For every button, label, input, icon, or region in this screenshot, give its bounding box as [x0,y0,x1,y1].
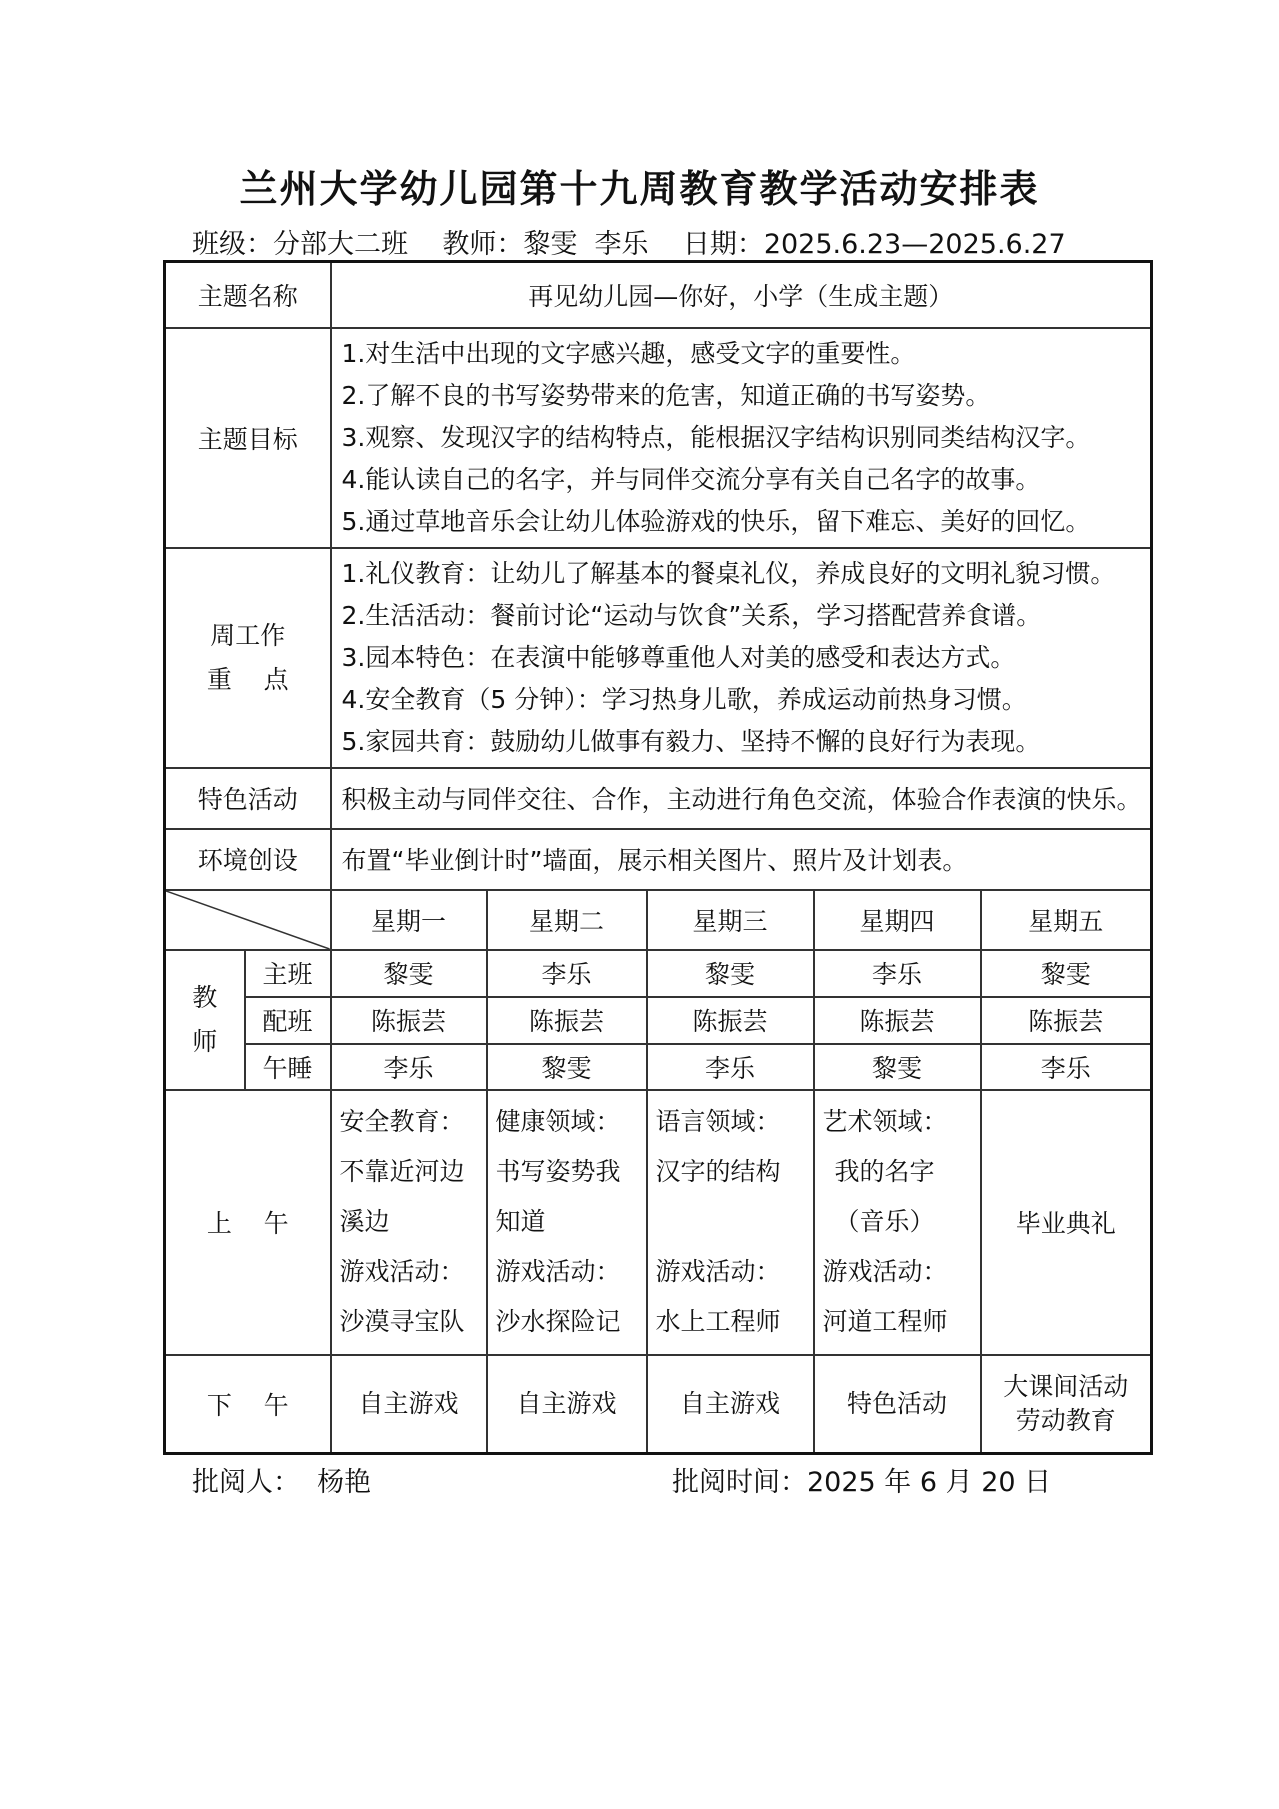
assistant-label: 配班 [245,997,331,1044]
week-focus-item: 5.家园共育：鼓励幼儿做事有毅力、坚持不懈的良好行为表现。 [341,726,1041,756]
morning-cell-fri: 毕业典礼 [981,1090,1152,1355]
morning-label: 上 午 [165,1090,331,1355]
day-header: 星期三 [647,890,814,950]
activity-line: 知道 [495,1207,546,1236]
activity-line: 健康领域： [495,1107,621,1136]
theme-goal-item: 3.观察、发现汉字的结构特点，能根据汉字结构识别同类结构汉字。 [341,422,1091,452]
theme-goal-item: 4.能认读自己的名字，并与同伴交流分享有关自己名字的故事。 [341,464,1041,494]
activity-line: 沙漠寻宝队 [339,1307,465,1336]
activity-line: 我的名字 [834,1157,935,1186]
week-focus-item: 2.生活活动：餐前讨论“运动与饮食”关系，学习搭配营养食谱。 [341,600,1042,630]
nap-cell: 黎雯 [814,1044,981,1090]
class-info: 班级：分部大二班 教师：黎雯 李乐 日期：2025.6.23—2025.6.27 [192,229,1066,260]
teacher-label-line: 教 [192,982,218,1012]
assistant-cell: 陈振芸 [647,997,814,1044]
reviewer: 批阅人： 杨艳 [192,1467,372,1498]
environment-value: 布置“毕业倒计时”墙面，展示相关图片、照片及计划表。 [331,829,1152,890]
day-header: 星期一 [331,890,487,950]
morning-cell-thu [814,1090,981,1355]
diagonal-line [166,891,330,949]
afternoon-cell-fri [981,1355,1152,1454]
assistant-cell: 陈振芸 [487,997,647,1044]
nap-label: 午睡 [245,1044,331,1090]
schedule-table [163,260,1153,1455]
afternoon-cell-tue: 自主游戏 [487,1355,647,1454]
activity-line: 劳动教育 [1015,1405,1116,1435]
week-focus-label-line: 周工作 [210,620,286,650]
diagonal-header-cell [165,890,331,950]
morning-cell-mon [331,1090,487,1355]
week-focus-list [331,548,1152,768]
nap-cell: 李乐 [981,1044,1152,1090]
activity-line: 大课间活动 [1003,1371,1129,1401]
main-teacher-cell: 李乐 [814,950,981,997]
activity-line: 语言领域： [655,1107,781,1136]
page-title: 兰州大学幼儿园第十九周教育教学活动安排表 [239,167,1040,211]
day-header: 星期四 [814,890,981,950]
morning-cell-wed [647,1090,814,1355]
nap-cell: 黎雯 [487,1044,647,1090]
activity-line: 游戏活动： [495,1257,621,1286]
main-teacher-label: 主班 [245,950,331,997]
week-focus-item: 1.礼仪教育：让幼儿了解基本的餐桌礼仪，养成良好的文明礼貌习惯。 [341,558,1116,588]
activity-line [656,1197,805,1247]
assistant-cell: 陈振芸 [814,997,981,1044]
activity-line: 溪边 [339,1207,390,1236]
theme-goals-label: 主题目标 [165,328,331,548]
activity-line: （音乐） [834,1207,935,1236]
activity-line: 书写姿势我 [495,1157,621,1186]
activity-line: 水上工程师 [655,1307,781,1336]
activity-line: 艺术领域： [822,1107,948,1136]
day-header: 星期二 [487,890,647,950]
main-teacher-cell: 黎雯 [331,950,487,997]
days-header-row [165,890,1152,950]
special-activity-label: 特色活动 [165,768,331,829]
main-teacher-cell: 李乐 [487,950,647,997]
day-header: 星期五 [981,890,1152,950]
activity-line: 游戏活动： [339,1257,465,1286]
review-time: 批阅时间：2025 年 6 月 20 日 [672,1467,1052,1498]
afternoon-cell-mon: 自主游戏 [331,1355,487,1454]
theme-name-label: 主题名称 [165,262,331,328]
assistant-row [165,997,1152,1044]
week-focus-label [165,548,331,768]
main-teacher-row [165,950,1152,997]
activity-line: 游戏活动： [655,1257,781,1286]
main-teacher-cell: 黎雯 [647,950,814,997]
theme-goal-item: 2.了解不良的书写姿势带来的危害，知道正确的书写姿势。 [341,380,991,410]
nap-row [165,1044,1152,1090]
main-teacher-cell: 黎雯 [981,950,1152,997]
afternoon-cell-thu: 特色活动 [814,1355,981,1454]
activity-line: 游戏活动： [822,1257,948,1286]
theme-name-row [165,262,1152,328]
activity-line: 安全教育： [339,1107,465,1136]
nap-cell: 李乐 [331,1044,487,1090]
activity-line: 汉字的结构 [655,1157,781,1186]
activity-line: 沙水探险记 [495,1307,621,1336]
week-focus-item: 4.安全教育（5 分钟）：学习热身儿歌，养成运动前热身习惯。 [341,684,1027,714]
assistant-cell: 陈振芸 [331,997,487,1044]
environment-row [165,829,1152,890]
special-activity-value: 积极主动与同伴交往、合作，主动进行角色交流，体验合作表演的快乐。 [331,768,1152,829]
environment-label: 环境创设 [165,829,331,890]
theme-goal-item: 1.对生活中出现的文字感兴趣，感受文字的重要性。 [341,338,916,368]
teacher-label-line: 师 [192,1026,218,1056]
morning-cell-tue [487,1090,647,1355]
week-focus-label-line: 重 点 [206,664,289,694]
teacher-label [165,950,245,1090]
theme-goal-item: 5.通过草地音乐会让幼儿体验游戏的快乐，留下难忘、美好的回忆。 [341,506,1091,536]
nap-cell: 李乐 [647,1044,814,1090]
special-activity-row [165,768,1152,829]
afternoon-label: 下 午 [165,1355,331,1454]
afternoon-row [165,1355,1152,1454]
theme-name-value: 再见幼儿园—你好，小学（生成主题） [331,262,1152,328]
activity-line: 河道工程师 [822,1307,948,1336]
week-focus-item: 3.园本特色：在表演中能够尊重他人对美的感受和表达方式。 [341,642,1016,672]
theme-goals-row [165,328,1152,548]
activity-line: 不靠近河边 [339,1157,465,1186]
morning-row [165,1090,1152,1355]
afternoon-cell-wed: 自主游戏 [647,1355,814,1454]
theme-goals-list [331,328,1152,548]
assistant-cell: 陈振芸 [981,997,1152,1044]
week-focus-row [165,548,1152,768]
